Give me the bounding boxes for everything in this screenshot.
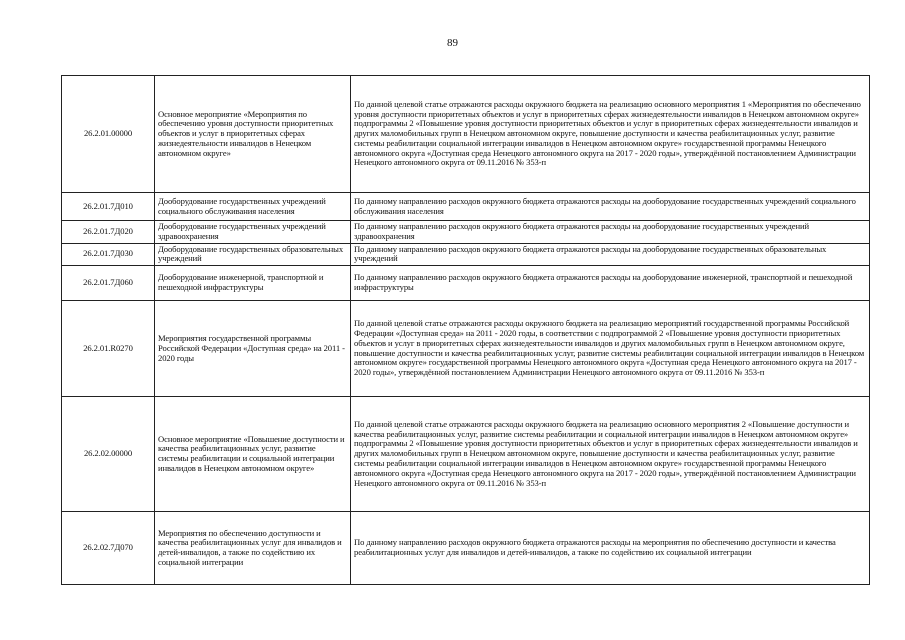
target-article-code: 26.2.02.7Д070 (62, 512, 155, 585)
target-article-description: По данной целевой статье отражаются расходы окружного бюджета на реализацию мероприятий государственной программы Российской Федерации «Доступная среда» на 2011 - 2020 годы, в соответствии с подпрограммой 2 «Повышение уровня доступности приоритетных объектов и услуг в приоритетных сферах жизнедеятельности инвалидов и других маломобильных групп в Ненецком автономном округе, повышение доступности и качества реабилитационных услуг, развитие системы реабилитации социальной интеграции инвалидов в Ненецком автономном округе» государственной программы Ненецкого автономного округа «Доступная среда Ненецкого автономного округа на 2017 - 2020 годы», утверждённой постановлением Администрации Ненецкого автономного округа от 09.11.2016 № 353-п (351, 301, 870, 397)
target-article-code: 26.2.01.R0270 (62, 301, 155, 397)
target-article-code: 26.2.01.7Д030 (62, 243, 155, 266)
target-article-name: Дооборудование государственных учреждений здравоохранения (155, 221, 351, 244)
table-row (62, 193, 870, 221)
target-article-code: 26.2.01.00000 (62, 76, 155, 193)
target-article-name: Мероприятия государственной программы Российской Федерации «Доступная среда» на 2011 - 2020 годы (155, 301, 351, 397)
page-number: 89 (447, 37, 458, 49)
target-article-code: 26.2.02.00000 (62, 397, 155, 512)
target-article-description: По данному направлению расходов окружного бюджета отражаются расходы на мероприятия по обеспечению доступности и качества реабилитационных услуг для инвалидов и детей-инвалидов, а также по содействию их социальной интеграции (351, 512, 870, 585)
table-row (62, 512, 870, 585)
target-article-description: По данной целевой статье отражаются расходы окружного бюджета на реализацию основного мероприятия 1 «Мероприятия по обеспечению уровня доступности приоритетных объектов и услуг в приоритетных сферах жизнедеятельности инвалидов в Ненецком автономном округе» подпрограммы 2 «Повышение уровня доступности приоритетных объектов и услуг в приоритетных сферах жизнедеятельности инвалидов и других маломобильных групп в Ненецком автономном округе, повышение доступности и качества реабилитационных услуг, развитие системы реабилитации социальной интеграции инвалидов в Ненецком автономном округе» государственной программы Ненецкого автономного округа «Доступная среда Ненецкого автономного округа на 2017 - 2020 годы», утверждённой постановлением Администрации Ненецкого автономного округа от 09.11.2016 № 353-п (351, 76, 870, 193)
budget-classification-table (61, 75, 870, 585)
target-article-description: По данному направлению расходов окружного бюджета отражаются расходы на дооборудование инженерной, транспортной и пешеходной инфраструктуры (351, 266, 870, 301)
target-article-name: Дооборудование государственных учреждений социального обслуживания населения (155, 193, 351, 221)
target-article-code: 26.2.01.7Д010 (62, 193, 155, 221)
table-row (62, 266, 870, 301)
target-article-name: Дооборудование государственных образовательных учреждений (155, 243, 351, 266)
target-article-description: По данному направлению расходов окружного бюджета отражаются расходы на дооборудование государственных учреждений социального обслуживания населения (351, 193, 870, 221)
table-row (62, 301, 870, 397)
target-article-name: Дооборудование инженерной, транспортной и пешеходной инфраструктуры (155, 266, 351, 301)
target-article-code: 26.2.01.7Д020 (62, 221, 155, 244)
table-row (62, 243, 870, 266)
target-article-name: Мероприятия по обеспечению доступности и качества реабилитационных услуг для инвалидов и детей-инвалидов, а также по содействию их социальной интеграции (155, 512, 351, 585)
target-article-name: Основное мероприятие «Мероприятия по обеспечению уровня доступности приоритетных объектов и услуг в приоритетных сферах жизнедеятельности инвалидов в Ненецком автономном округе» (155, 76, 351, 193)
target-article-code: 26.2.01.7Д060 (62, 266, 155, 301)
target-article-description: По данному направлению расходов окружного бюджета отражаются расходы на дооборудование государственных образовательных учреждений (351, 243, 870, 266)
target-article-name: Основное мероприятие «Повышение доступности и качества реабилитационных услуг, развитие системы реабилитации и социальной интеграции инвалидов в Ненецком автономном округе» (155, 397, 351, 512)
table-row (62, 76, 870, 193)
table-row (62, 397, 870, 512)
table-row (62, 221, 870, 244)
target-article-description: По данному направлению расходов окружного бюджета отражаются расходы на дооборудование государственных учреждений здравоохранения (351, 221, 870, 244)
target-article-description: По данной целевой статье отражаются расходы окружного бюджета на реализацию основного мероприятия 2 «Повышение доступности и качества реабилитационных услуг, развитие системы реабилитации и социальной интеграции инвалидов в Ненецком автономном округе» подпрограммы 2 «Повышение уровня доступности приоритетных объектов и услуг в приоритетных сферах жизнедеятельности инвалидов и других маломобильных групп в Ненецком автономном округе, повышение доступности и качества реабилитационных услуг, развитие системы реабилитации социальной интеграции инвалидов в Ненецком автономном округе» государственной программы Ненецкого автономного округа «Доступная среда Ненецкого автономного округа на 2017 - 2020 годы», утверждённой постановлением Администрации Ненецкого автономного округа от 09.11.2016 № 353-п (351, 397, 870, 512)
